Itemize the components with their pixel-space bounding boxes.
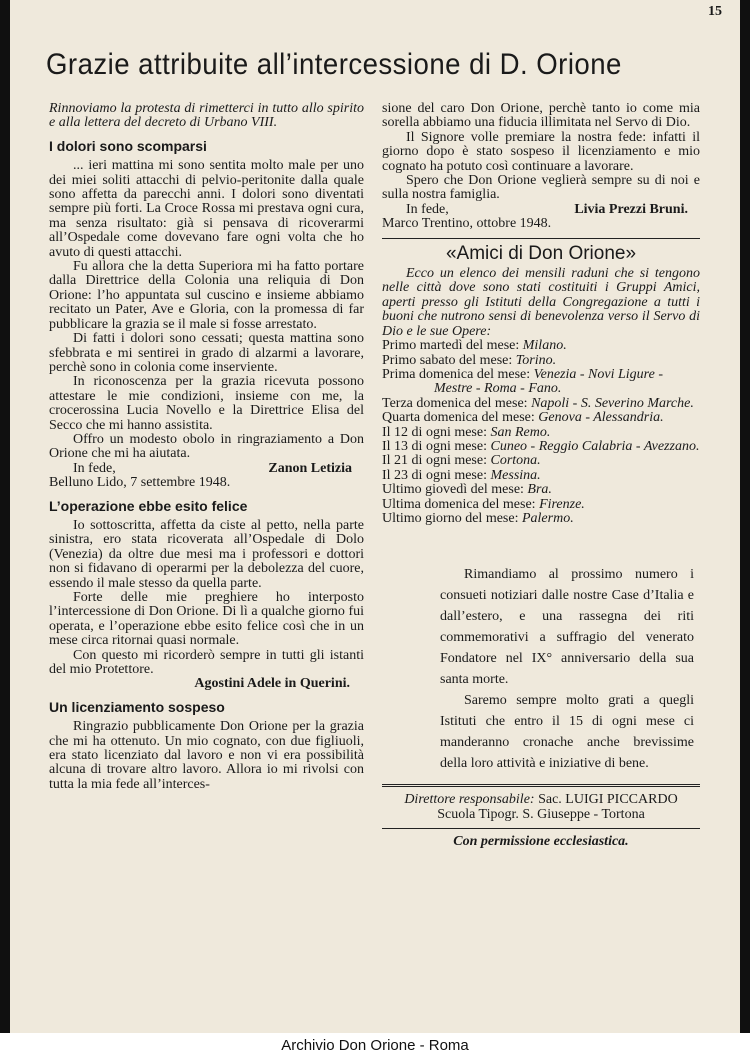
paragraph: Con questo mi ricorderò sempre in tutti gli istanti del mio Protettore.: [49, 647, 364, 678]
paragraph: Di fatti i dolori sono cessati; questa mattina sono sfebbrata e mi sentirei in grado di alzarmi a lavorare, perchè sono in colonia come inserviente.: [49, 331, 364, 375]
paragraph: sione del caro Don Orione, perchè tanto io come mia sorella abbiamo una fiducia illimitata nel Servo di Dio.: [382, 101, 700, 131]
paragraph: ... ieri mattina mi sono sentita molto male per uno dei miei soliti attacchi di pelvio-peritonite dalla quale sono affetta da parecchi anni. I dolori sono diventati sempre più forti. La Croce Rossa mi prestava ogni cura, ma senza risultato: già si pensava di ricoverarmi all’Ospedale come dovevano fare ogni volta che ho avuto di questi attacchi.: [49, 158, 364, 260]
right-column: [382, 102, 700, 850]
paragraph: Forte delle mie preghiere ho interposto l’intercessione di Don Orione. Di lì a qualche giorno fui operata, e l’operazione ebbe esito felice così che in un mese circa ritornai quasi normale.: [49, 590, 364, 649]
schedule-item: Ultimo giorno del mese: Palermo.: [382, 510, 574, 526]
paragraph: Rimandiamo al prossimo numero i consueti notiziari dalle nostre Case d’Italia e dall’estero, e una rassegna dei riti commemorativi a suffragio del venerato Fondatore nel IX° anniversario della sua santa morte.: [440, 567, 694, 688]
signature-line: [49, 462, 364, 476]
paragraph: Spero che Don Orione veglierà sempre su di noi e sulla nostra famiglia.: [382, 173, 700, 203]
schedule-item: Primo sabato del mese: Torino.: [382, 352, 557, 368]
schedule-item: Il 12 di ogni mese: San Remo.: [382, 424, 551, 440]
schedule-item: Terza domenica del mese: Napoli - S. Severino Marche.: [382, 395, 694, 411]
signature-name: Agostini Adele in Querini.: [194, 676, 350, 692]
schedule-item: Il 23 di ogni mese: Messina.: [382, 467, 541, 483]
paragraph: Offro un modesto obolo in ringraziamento a Don Orione che mi ha aiutata.: [49, 431, 364, 462]
schedule-item: Il 13 di ogni mese: Cuneo - Reggio Calabria - Avezzano.: [382, 438, 700, 454]
director-label: Direttore responsabile:: [404, 792, 535, 808]
schedule-item: Primo martedì del mese: Milano.: [382, 338, 567, 354]
amici-intro: Ecco un elenco dei mensili raduni che si tengono nelle città dove sono stati costituiti i Gruppi Amici, aperti presso gli Istituti della Congregazione a tutti i buoni che nutrono sensi di benevolenza verso il Servo di Dio e le sue Opere:: [382, 266, 700, 339]
heading-operazione: L’operazione ebbe esito felice: [49, 497, 248, 514]
page-number: 15: [708, 4, 722, 19]
divider: [382, 828, 700, 829]
editorial-notice: [382, 564, 700, 774]
schedule-item: Ultima domenica del mese: Firenze.: [382, 496, 585, 512]
schedule-item: Ultimo giovedì del mese: Bra.: [382, 482, 552, 498]
intro-note: Rinnoviamo la protesta di rimetterci in tutto allo spirito e alla lettera del decreto di Urbano VIII.: [49, 101, 364, 131]
schedule-item: Il 21 di ogni mese: Cortona.: [382, 453, 541, 469]
permission-line: Con permissione ecclesiastica.: [453, 834, 629, 850]
director-name: Sac. LUIGI PICCARDO: [538, 792, 678, 808]
divider: [382, 238, 700, 239]
paragraph: Io sottoscritta, affetta da ciste al petto, nella parte sinistra, ero stata ricoverata all’Ospedale di Dolo (Venezia) da oltre due mesi ma i professori e dottori non si fidavano di operarmi per la debolezza del cuore, essendo il male stesso da quella parte.: [49, 517, 364, 591]
heading-licenziamento: Un licenziamento sospeso: [49, 698, 225, 715]
paragraph: Saremo sempre molto grati a quegli Istituti che entro il 15 di ogni mese ci manderanno cronache anche brevissime della loro attività e iniziative di bene.: [440, 693, 694, 772]
archive-footer: Archivio Don Orione - Roma: [0, 1033, 750, 1059]
signature-name: Zanon Letizia: [268, 460, 352, 476]
page-title: Grazie attribuite all’intercessione di D. Orione: [46, 48, 622, 81]
director-line: [382, 793, 700, 807]
paragraph: In riconoscenza per la grazia ricevuta possono attestare le mie condizioni, insieme con me, la crocerossina Lucia Novello e la Direttrice Elisa del Secco che mi hanno assistita.: [49, 374, 364, 433]
paragraph: Ringrazio pubblicamente Don Orione per la grazia che mi ha ottenuto. Un mio cognato, con due figliuoli, era stato licenziato dal lavoro e non vi era possibilità alcuna di trovare altro lavoro. Allora io mi rivolsi con tutta la mia fede all’interces-: [49, 719, 364, 792]
schedule-list: [382, 339, 700, 526]
divider: [382, 784, 700, 787]
place-date: Marco Trentino, ottobre 1948.: [382, 216, 552, 232]
paragraph: Fu allora che la detta Superiora mi ha fatto portare dalla Direttrice della Colonia una reliquia di Don Orione: l’ho appuntata sul cuscino e insieme abbiamo recitato un Pater, Ave e Gloria, con la promessa di far pubblicare la grazia se il male si fosse arrestato.: [49, 259, 364, 332]
heading-dolori: I dolori sono scomparsi: [49, 137, 207, 154]
place-date: Belluno Lido, 7 settembre 1948.: [49, 475, 231, 491]
schedule-item: Prima domenica del mese: Venezia - Novi Ligure - Mestre - Roma - Fano.: [382, 366, 663, 397]
signature-greeting: In fede,: [73, 460, 116, 476]
scanned-page: [10, 0, 740, 1033]
printer-line: Scuola Tipogr. S. Giuseppe - Tortona: [437, 806, 645, 822]
signature-greeting: In fede,: [406, 201, 449, 217]
signature-line: [382, 203, 700, 217]
paragraph: Il Signore volle premiare la nostra fede: infatti il giorno dopo è stato sospeso il licenziamento e mio cognato ha potuto così continuare a lavorare.: [382, 129, 700, 174]
amici-heading: «Amici di Don Orione»: [445, 242, 637, 264]
left-column: [49, 102, 364, 792]
signature-name: Livia Prezzi Bruni.: [574, 201, 688, 217]
schedule-item: Quarta domenica del mese: Genova - Alessandria.: [382, 410, 664, 426]
